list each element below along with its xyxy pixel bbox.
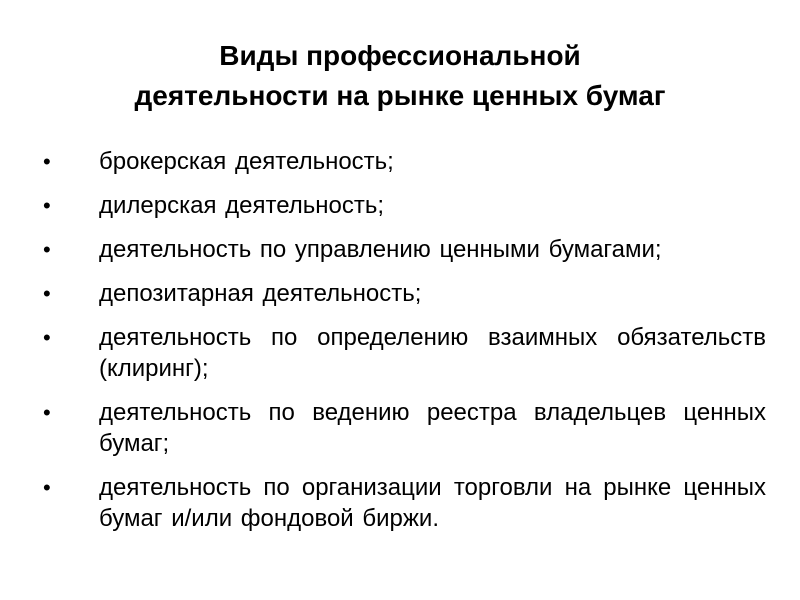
list-item bbox=[40, 146, 766, 177]
bullet-icon: • bbox=[43, 400, 51, 425]
list-item bbox=[40, 322, 766, 384]
list-item bbox=[40, 397, 766, 459]
activity-list bbox=[40, 146, 766, 547]
bullet-icon: • bbox=[43, 281, 51, 306]
list-item bbox=[40, 472, 766, 534]
list-item-text: деятельность по ведению реестра владельцев ценных бумаг; bbox=[99, 399, 766, 457]
bullet-icon: • bbox=[43, 475, 51, 500]
slide-title-line-1: Виды профессиональной bbox=[219, 40, 581, 71]
list-item-text: деятельность по определению взаимных обязательств (клиринг); bbox=[99, 324, 766, 382]
bullet-icon: • bbox=[43, 149, 51, 174]
list-item-text: деятельность по управлению ценными бумагами; bbox=[99, 236, 662, 263]
bullet-icon: • bbox=[43, 325, 51, 350]
list-item bbox=[40, 234, 766, 265]
bullet-icon: • bbox=[43, 237, 51, 262]
list-item-text: брокерская деятельность; bbox=[99, 148, 394, 175]
list-item-text: депозитарная деятельность; bbox=[99, 280, 422, 307]
slide-title bbox=[40, 36, 760, 116]
list-item bbox=[40, 278, 766, 309]
list-item-text: дилерская деятельность; bbox=[99, 192, 385, 219]
bullet-icon: • bbox=[43, 193, 51, 218]
list-item-text: деятельность по организации торговли на рынке ценных бумаг и/или фондовой биржи. bbox=[99, 474, 766, 532]
list-item bbox=[40, 190, 766, 221]
slide-title-line-2: деятельности на рынке ценных бумаг bbox=[134, 80, 666, 111]
